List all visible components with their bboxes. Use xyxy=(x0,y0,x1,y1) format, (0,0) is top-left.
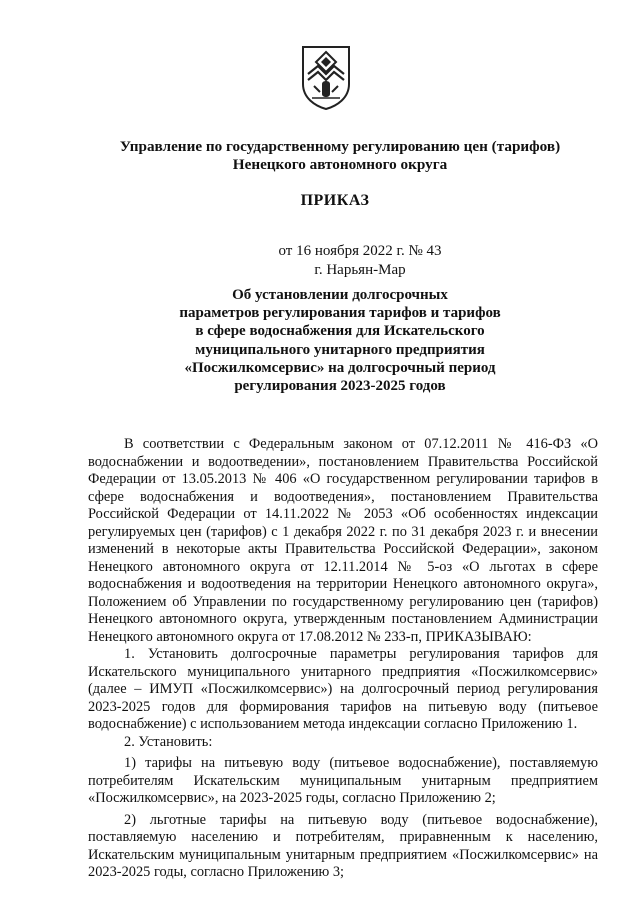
title-line: параметров регулирования тарифов и тарифов xyxy=(179,305,501,322)
item-2-2-paragraph: 2) льготные тарифы на питьевую воду (питьевое водоснабжение), поставляемую населению и потребителям, приравненным к населению, Искательским муниципальным унитарным предприятием «Посжилкомсервис» на 2023-2025 годы, согласно Приложению 3; xyxy=(88,811,598,880)
title-line: муниципального унитарного предприятия xyxy=(195,341,485,358)
item-2-paragraph: 2. Установить: xyxy=(124,733,213,750)
item-1-paragraph: 1. Установить долгосрочные параметры регулирования тарифов для Искательского муниципального унитарного предприятия «Посжилкомсервис» (далее – ИМУП «Посжилкомсервис») на долгосрочный период регулирования 2023-2025 годов для формирования тарифов на питьевую воду (питьевое водоснабжение) с использованием метода индексации согласно Приложению 1. xyxy=(88,646,598,732)
title-line: «Посжилкомсервис» на долгосрочный период xyxy=(184,359,496,376)
title-line: в сфере водоснабжения для Искательского xyxy=(195,323,485,340)
issuing-authority xyxy=(90,138,590,174)
document-type: ПРИКАЗ xyxy=(300,192,370,209)
order-title xyxy=(110,286,570,395)
date-and-place xyxy=(60,242,640,280)
order-body xyxy=(88,436,598,882)
coat-of-arms-icon xyxy=(300,44,352,110)
preamble-paragraph: В соответствии с Федеральным законом от 07.12.2011 № 416-ФЗ «О водоснабжении и водоотведении», постановлением Правительства Российской Федерации от 13.05.2013 № 406 «О государственном регулировании тарифов в сфере водоснабжения и водоотведения», постановлением Правительства Российской Федерации от 14.11.2022 № 2053 «Об особенностях индексации регулируемых цен (тарифов) с 1 декабря 2022 г. по 31 декабря 2023 г. и внесении изменений в некоторые акты Правительства Российской Федерации», законом Ненецкого автономного округа от 12.11.2014 № 5-оз «О льготах в сфере водоснабжения и водоотведения на территории Ненецкого автономного округа», Положением об Управлении по государственному регулированию цен (тарифов) Ненецкого автономного округа, утвержденным постановлением Администрации Ненецкого автономного округа от 17.08.2012 № 233-п, ПРИКАЗЫВАЮ: xyxy=(88,436,598,645)
title-line: Об установлении долгосрочных xyxy=(232,287,448,303)
authority-line: Ненецкого автономного округа xyxy=(232,156,448,173)
date-number: от 16 ноября 2022 г. № 43 xyxy=(278,243,442,259)
authority-line: Управление по государственному регулированию цен (тарифов) xyxy=(119,138,561,155)
item-2-1-paragraph: 1) тарифы на питьевую воду (питьевое водоснабжение), поставляемую потребителям Искательским муниципальным унитарным предприятием «Посжилкомсервис», на 2023-2025 годы, согласно Приложению 2; xyxy=(88,755,598,806)
city: г. Нарьян-Мар xyxy=(314,262,406,278)
title-line: регулирования 2023-2025 годов xyxy=(234,378,446,395)
